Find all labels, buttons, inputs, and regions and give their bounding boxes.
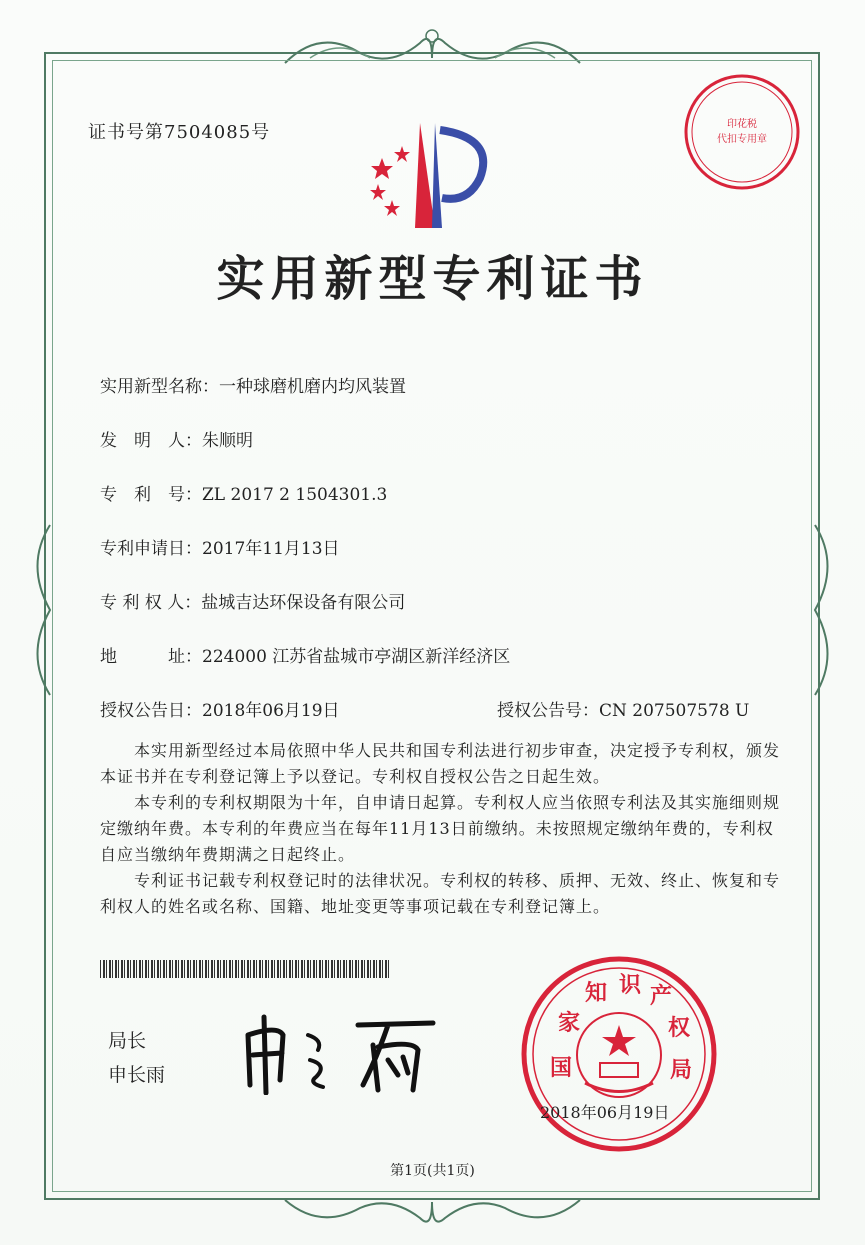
office-seal [520,955,718,1153]
patent-number-value: ZL 2017 2 1504301.3 [202,485,388,505]
grant-number-value: CN 207507578 U [599,701,750,721]
svg-text:局: 局 [670,1058,693,1083]
certificate-number: 证书号第7504085号 [88,122,271,143]
filing-date-value: 2017年11月13日 [202,539,340,559]
patent-owner-value: 盐城吉达环保设备有限公司 [201,593,406,613]
filing-date-label: 专利申请日： [100,539,202,559]
body-paragraph-2: 本专利的专利权期限为十年，自申请日起算。专利权人应当依照专利法及其实施细则规定缴纳年费。本专利的年费应当在每年11月13日前缴纳。未按照规定缴纳年费的，专利权自应当缴纳年费期满之日起终止。 [100,793,781,864]
barcode [100,960,390,978]
svg-text:识: 识 [619,973,642,998]
inventor-label: 发 明 人： [100,431,202,451]
field-utility-name [100,372,406,397]
body-paragraph-3: 专利证书记载专利权登记时的法律状况。专利权的转移、质押、无效、终止、恢复和专利权人的姓名或名称、国籍、地址变更等事项记载在专利登记簿上。 [100,871,781,916]
tax-stamp [682,72,802,192]
address-label: 地 址： [100,647,202,667]
inventor-value: 朱顺明 [202,431,253,451]
field-grant-date [100,696,340,721]
director-signature [238,1005,438,1095]
field-filing-date [100,534,340,559]
utility-name-value: 一种球磨机磨内均风装置 [219,377,406,397]
address-value: 224000 江苏省盐城市亭湖区新洋经济区 [202,647,511,667]
svg-text:印花税: 印花税 [727,119,757,130]
field-patent-owner [100,588,405,613]
patent-owner-label: 专 利 权 人： [100,593,202,613]
issue-date: 2018年06月19日 [540,1103,670,1122]
svg-text:权: 权 [668,1016,691,1041]
field-grant-number [497,696,749,721]
field-address [100,642,510,667]
certificate-title: 实用新型专利证书 [216,251,649,307]
utility-name-label: 实用新型名称： [100,377,219,397]
director-name: 申长雨 [108,1064,166,1086]
patent-office-logo [360,118,500,233]
page-footer: 第1页(共1页) [390,1163,475,1179]
grant-date-value: 2018年06月19日 [202,701,340,721]
body-text [100,738,780,920]
field-inventor [100,426,253,451]
svg-text:家: 家 [558,1011,581,1036]
svg-text:产: 产 [650,984,673,1009]
grant-number-label: 授权公告号： [497,701,599,721]
body-paragraph-1: 本实用新型经过本局依照中华人民共和国专利法进行初步审查，决定授予专利权，颁发本证书并在专利登记簿上予以登记。专利权自授权公告之日起生效。 [100,741,781,786]
svg-text:代扣专用章: 代扣专用章 [717,134,767,145]
patent-number-label: 专 利 号： [100,485,202,505]
svg-text:国: 国 [550,1056,573,1081]
field-patent-number [100,480,387,505]
director-title: 局长 [108,1030,147,1052]
grant-date-label: 授权公告日： [100,701,202,721]
svg-text:知: 知 [585,981,608,1006]
